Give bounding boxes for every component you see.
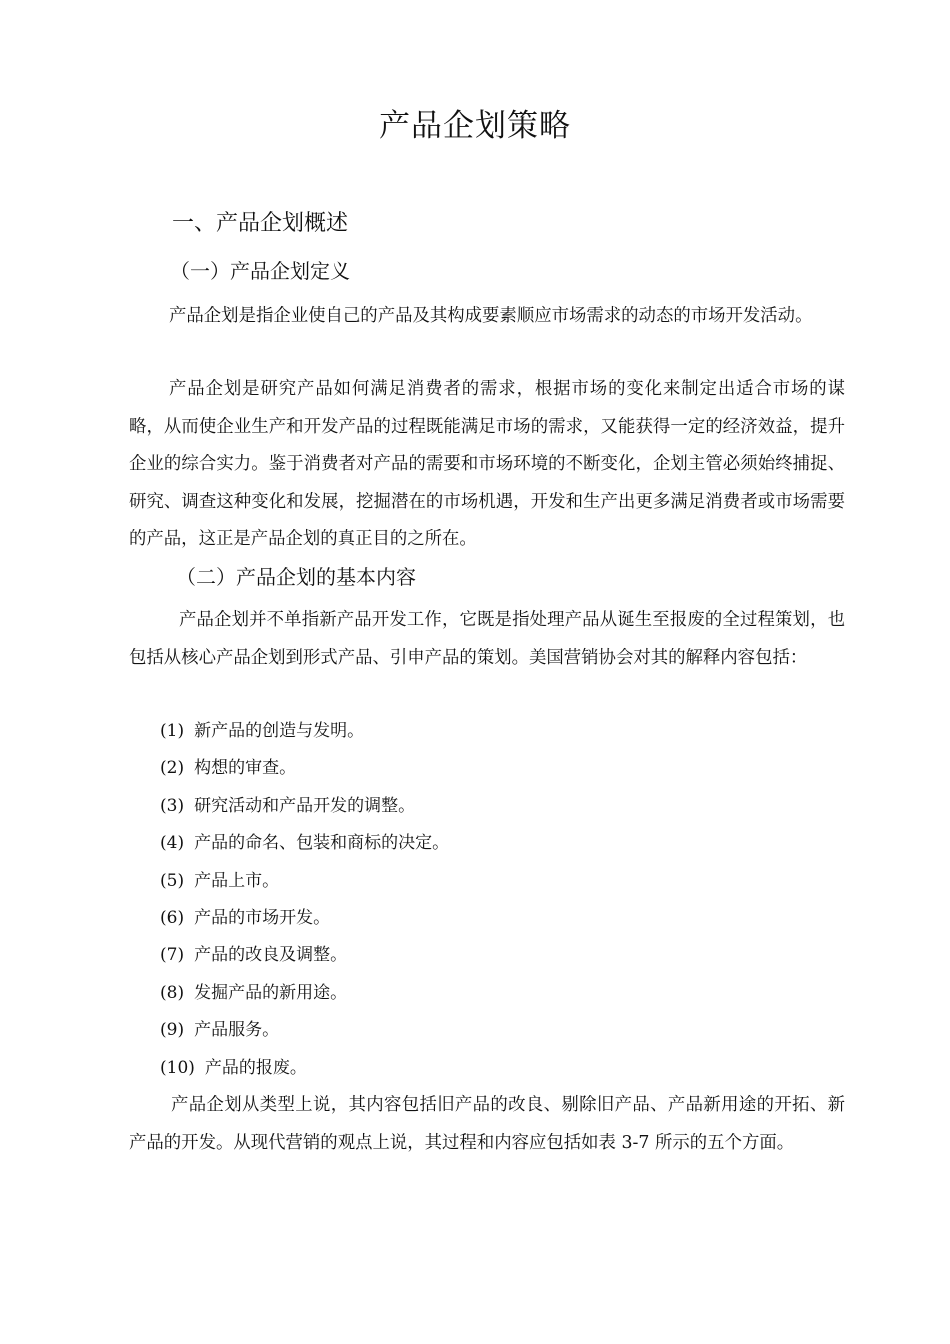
list-item-text: 研究活动和产品开发的调整。 <box>194 795 416 816</box>
list-item <box>160 1012 449 1049</box>
list-item <box>160 975 449 1012</box>
document-title: 产品企划策略 <box>379 108 571 144</box>
subsection-heading-definition: （一）产品企划定义 <box>170 259 350 283</box>
list-item <box>160 788 449 825</box>
list-item-number: (4) <box>160 833 185 854</box>
list-item-number: (7) <box>160 945 185 966</box>
list-item-number: (9) <box>160 1020 185 1041</box>
list-item <box>160 937 449 974</box>
list-item-text: 构想的审查。 <box>194 758 297 779</box>
list-item-number: (8) <box>160 982 185 1003</box>
paragraph-definition: 产品企划是指企业使自己的产品及其构成要素顺应市场需求的动态的市场开发活动。 <box>169 306 813 326</box>
subsection-heading-content: （二）产品企划的基本内容 <box>176 565 416 589</box>
list-item-number: (5) <box>160 870 185 891</box>
list-item-text: 产品的改良及调整。 <box>194 945 348 966</box>
list-item-number: (6) <box>160 907 185 928</box>
paragraph-closing: 产品企划从类型上说，其内容包括旧产品的改良、剔除旧产品、产品新用途的开拓、新产品的开发。从现代营销的观点上说，其过程和内容应包括如表 3-7 所示的五个方面。 <box>129 1095 845 1153</box>
list-item-number: (1) <box>160 721 185 741</box>
paragraph-content-intro: 产品企划并不单指新产品开发工作，它既是指处理产品从诞生至报废的全过程策划，也包括从核心产品企划到形式产品、引申产品的策划。美国营销协会对其的解释内容包括： <box>129 610 845 668</box>
list-item-number: (3) <box>160 795 185 816</box>
list-item-text: 发掘产品的新用途。 <box>194 982 348 1003</box>
paragraph-purpose: 产品企划是研究产品如何满足消费者的需求，根据市场的变化来制定出适合市场的谋略，从而使企业生产和开发产品的过程既能满足市场的需求，又能获得一定的经济效益，提升企业的综合实力。鉴于消费者对产品的需要和市场环境的不断变化，企划主管必须始终捕捉、研究、调查这种变化和发展，挖掘潜在的市场机遇，开发和生产出更多满足消费者或市场需要的产品，这正是产品企划的真正目的之所在。 <box>129 379 845 549</box>
list-item-number: (2) <box>160 758 185 779</box>
list-item-text: 产品的命名、包装和商标的决定。 <box>194 833 450 854</box>
list-item-text: 产品的报废。 <box>204 1057 307 1078</box>
list-item-text: 产品上市。 <box>194 870 280 891</box>
list-item-text: 产品服务。 <box>194 1020 280 1041</box>
list-item-number: (10) <box>160 1057 195 1078</box>
list-item <box>160 825 449 862</box>
list-item <box>160 863 449 900</box>
list-item <box>160 900 449 937</box>
list-item-text: 新产品的创造与发明。 <box>194 721 365 741</box>
content-list <box>160 713 449 1087</box>
section-heading: 一、产品企划概述 <box>172 211 349 236</box>
list-item-text: 产品的市场开发。 <box>194 907 331 928</box>
list-item <box>160 713 449 750</box>
list-item <box>160 1050 449 1087</box>
list-item <box>160 750 449 787</box>
